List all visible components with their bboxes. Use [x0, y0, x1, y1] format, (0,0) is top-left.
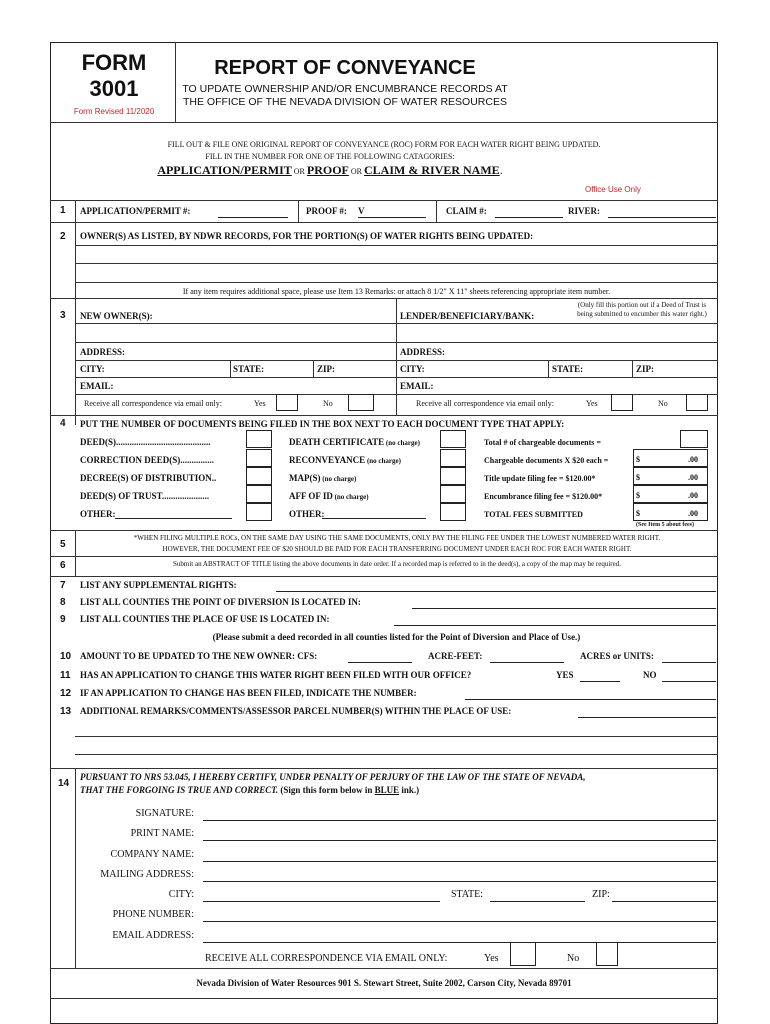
phone-number-field[interactable] [203, 921, 716, 922]
owner-lender-divider [396, 298, 397, 415]
owners-line-1[interactable] [75, 245, 718, 246]
owner-email-yes-box[interactable] [276, 394, 298, 411]
doc-aff-id-label [289, 491, 369, 501]
receive-yes-label: Yes [484, 953, 499, 964]
lender-no-label: No [658, 399, 668, 408]
signature-field[interactable] [203, 820, 716, 821]
item-7-number: 7 [60, 580, 66, 591]
dollar-sign-2: $ [636, 473, 640, 482]
doc-deeds-label: DEED(S).......................................... [80, 437, 211, 447]
rule-item2-top [50, 222, 718, 223]
supplemental-rights-field[interactable] [276, 591, 716, 592]
rule-item3-v4 [632, 360, 633, 377]
remarks-line-2[interactable] [75, 736, 718, 737]
proof-label: PROOF #: [306, 206, 347, 216]
doc-deeds-of-trust-label: DEED(S) OF TRUST..................... [80, 491, 210, 501]
category-or-1: OR [291, 167, 307, 176]
page-title: REPORT OF CONVEYANCE [214, 57, 476, 79]
rule-item5-top [50, 530, 718, 531]
item-6-number: 6 [60, 560, 66, 571]
lender-state-label: STATE: [552, 364, 584, 374]
category-proof: PROOF [306, 163, 349, 177]
footer-address: Nevada Division of Water Resources 901 S. Stewart Street, Suite 2002, Carson City, Nevada 89701 [196, 978, 572, 988]
river-field[interactable] [608, 217, 716, 218]
item-14-number: 14 [58, 778, 70, 789]
remarks-label: ADDITIONAL REMARKS/COMMENTS/ASSESSOR PARCEL NUMBER(S) WITHIN THE PLACE OF USE: [80, 706, 512, 716]
category-claim: CLAIM & RIVER NAME [364, 163, 500, 177]
remarks-field-1[interactable] [578, 717, 716, 718]
additional-space-note: If any item requires additional space, please use Item 13 Remarks: or attach 8 1/2" X 11" sheets referencing appropriate item number. [182, 287, 611, 296]
subtitle-line-2: THE OFFICE OF THE NEVADA DIVISION OF WATER RESOURCES [183, 96, 507, 108]
multiple-roc-note-1: *WHEN FILING MULTIPLE ROCs, ON THE SAME DAY USING THE SAME DOCUMENTS, ONLY PAY THE FILING FEE UNDER THE LOWEST NUMBERED WATER RIGHT. [133, 534, 661, 542]
lender-city-label: CITY: [400, 364, 425, 374]
fee-total-label: TOTAL FEES SUBMITTED [484, 510, 583, 519]
acre-feet-field[interactable] [490, 662, 564, 663]
remarks-line-3[interactable] [75, 754, 718, 755]
owner-email-label: EMAIL: [80, 381, 114, 391]
count-box-death-cert[interactable] [440, 430, 466, 448]
lender-yes-label: Yes [586, 399, 598, 408]
certification-blue: BLUE [374, 785, 400, 795]
zip-label: ZIP: [592, 889, 610, 900]
rule-item3-v2 [313, 360, 314, 377]
city-label: CITY: [168, 889, 194, 900]
doc-aff-id-note: (no charge) [332, 493, 369, 501]
item-1-number: 1 [60, 205, 66, 216]
rule-item1-top [50, 200, 718, 201]
application-permit-label: APPLICATION/PERMIT #: [80, 206, 191, 216]
amount-cfs-label: AMOUNT TO BE UPDATED TO THE NEW OWNER: CFS: [80, 651, 318, 661]
supplemental-rights-label: LIST ANY SUPPLEMENTAL RIGHTS: [80, 580, 237, 590]
rule-item6-top [50, 556, 718, 557]
rule-item1-v2 [436, 200, 437, 222]
header-bottom-rule [50, 122, 718, 123]
fee-chargeable-label: Chargeable documents X $20 each = [484, 456, 609, 465]
owner-yes-label: Yes [254, 399, 266, 408]
pou-counties-field[interactable] [394, 625, 716, 626]
receive-no-label: No [567, 953, 580, 964]
fee-encumbrance-label: Encumbrance filing fee = $120.00* [484, 492, 603, 501]
count-box-reconveyance[interactable] [440, 449, 466, 467]
phone-number-label: PHONE NUMBER: [112, 909, 194, 920]
certification-true-correct: THAT THE FORGOING IS TRUE AND CORRECT. [80, 785, 279, 795]
category-or-2: OR [348, 167, 365, 176]
rule-item6-bottom [50, 576, 718, 577]
fee-total-docs-label: Total # of chargeable documents = [484, 438, 601, 447]
owner-zip-label: ZIP: [317, 364, 335, 374]
new-owner-label: NEW OWNER(S): [80, 311, 153, 321]
owner-state-label: STATE: [233, 364, 265, 374]
item-12-number: 12 [60, 688, 72, 699]
item-2-number: 2 [60, 231, 66, 242]
acres-units-label: ACRES or UNITS: [580, 651, 654, 661]
instructions-line-2: FILL IN THE NUMBER FOR ONE OF THE FOLLOWING CATAGORIES: [205, 152, 455, 161]
doc-death-certificate-label [289, 437, 420, 447]
category-app: APPLICATION/PERMIT [157, 163, 292, 177]
doc-maps-text: MAP(S) [289, 473, 321, 483]
lender-note-1: (Only fill this portion out if a Deed of Trust is [577, 301, 707, 309]
lender-label: LENDER/BENEFICIARY/BANK: [400, 311, 535, 321]
category-list [50, 163, 610, 178]
count-box-deeds[interactable] [246, 430, 272, 448]
count-box-correction[interactable] [246, 449, 272, 467]
cents-3: .00 [688, 491, 698, 500]
doc-maps-label [289, 473, 356, 483]
email-address-field[interactable] [203, 942, 716, 943]
dollar-sign-3: $ [636, 491, 640, 500]
certification-line-1: PURSUANT TO NRS 53.045, I HEREBY CERTIFY, UNDER PENALTY OF PERJURY OF THE LAW OF THE STATE OF NEVADA, [80, 772, 586, 782]
multiple-roc-note-2: HOWEVER, THE DOCUMENT FEE OF $20 SHOULD BE PAID FOR EACH TRANSFERRING DOCUMENT UNDER EACH ROC FOR EACH WATER RIGHT. [162, 545, 632, 553]
item-3-number: 3 [60, 310, 66, 321]
zip-field[interactable] [612, 901, 716, 902]
doc-decrees-label: DECREE(S) OF DISTRIBUTION.. [80, 473, 217, 483]
print-name-field[interactable] [203, 840, 716, 841]
owners-line-2[interactable] [75, 263, 718, 264]
dollar-sign-4: $ [636, 509, 640, 518]
dollar-sign-1: $ [636, 455, 640, 464]
count-box-aff-id[interactable] [440, 485, 466, 503]
doc-death-certificate-note: (no charge) [384, 439, 420, 447]
pod-counties-field[interactable] [412, 608, 716, 609]
change-no-field[interactable] [662, 681, 716, 682]
receive-email-only-label: RECEIVE ALL CORRESPONDENCE VIA EMAIL ONLY: [205, 953, 448, 964]
doc-reconveyance-text: RECONVEYANCE [289, 455, 366, 465]
certification-sign-text: (Sign this form below in [278, 785, 375, 795]
acres-units-field[interactable] [662, 662, 716, 663]
lender-receive-email-label: Receive all correspondence via email only: [416, 399, 554, 408]
owner-receive-email-label: Receive all correspondence via email only: [84, 399, 222, 408]
item-9-number: 9 [60, 614, 66, 625]
rule-footer-bottom [50, 998, 718, 999]
rule-item3-top [50, 298, 718, 299]
cents-2: .00 [688, 473, 698, 482]
company-name-field[interactable] [203, 861, 716, 862]
rule-item3-v1 [230, 360, 231, 377]
change-yes-field[interactable] [580, 681, 620, 682]
item-13-number: 13 [60, 706, 72, 717]
category-period: . [499, 163, 503, 177]
city-field[interactable] [203, 901, 440, 902]
river-label: RIVER: [568, 206, 601, 216]
print-name-label: PRINT NAME: [130, 828, 194, 839]
change-no-label: NO [643, 670, 657, 680]
doc-other-mid-label: OTHER: [289, 509, 325, 519]
proof-field[interactable] [358, 217, 426, 218]
certification-ink: ink.) [399, 785, 420, 795]
item-10-number: 10 [60, 651, 72, 662]
lender-email-no-box[interactable] [686, 394, 708, 411]
item-4-number: 4 [60, 418, 66, 429]
doc-other-label: OTHER: [80, 509, 116, 519]
fee-title-update-label: Title update filing fee = $120.00* [484, 474, 596, 483]
form-number: 3001 [89, 76, 139, 101]
form-revised: Form Revised 11/2020 [73, 107, 155, 116]
rule-item5-v [75, 530, 76, 576]
owners-line-3[interactable] [75, 282, 718, 283]
proof-prefix: V [358, 206, 365, 216]
item-5-number: 5 [60, 539, 66, 550]
rule-footer-top [50, 968, 718, 969]
header-divider [175, 42, 176, 122]
cents-1: .00 [688, 455, 698, 464]
lender-zip-label: ZIP: [636, 364, 654, 374]
owners-label: OWNER(S) AS LISTED, BY NDWR RECORDS, FOR THE PORTION(S) OF WATER RIGHTS BEING UPDATED: [80, 231, 534, 241]
pou-counties-label: LIST ALL COUNTIES THE PLACE OF USE IS LOCATED IN: [80, 614, 330, 624]
cfs-field[interactable] [348, 662, 412, 663]
owner-city-label: CITY: [80, 364, 105, 374]
change-yes-label: YES [556, 670, 574, 680]
count-box-other[interactable] [246, 503, 272, 521]
rule-item3-h4 [75, 377, 718, 378]
claim-field[interactable] [495, 217, 563, 218]
owner-email-no-box[interactable] [348, 394, 374, 411]
item-8-number: 8 [60, 597, 66, 608]
rule-item3-v3 [548, 360, 549, 377]
certification-line-2 [80, 785, 419, 795]
count-box-trust[interactable] [246, 485, 272, 503]
rule-item3-h2 [75, 342, 718, 343]
lender-note-2: being submitted to encumber this water right.) [577, 310, 707, 318]
state-label: STATE: [451, 889, 483, 900]
cents-4: .00 [688, 509, 698, 518]
lender-address-label: ADDRESS: [400, 347, 446, 357]
change-number-label: IF AN APPLICATION TO CHANGE HAS BEEN FILED, INDICATE THE NUMBER: [80, 688, 417, 698]
change-application-question: HAS AN APPLICATION TO CHANGE THIS WATER RIGHT BEEN FILED WITH OUR OFFICE? [80, 670, 472, 680]
rule-item1-v1 [298, 200, 299, 222]
receive-yes-box[interactable] [510, 942, 536, 966]
lender-email-yes-box[interactable] [611, 394, 633, 411]
company-name-label: COMPANY NAME: [110, 849, 194, 860]
see-item5-note: (See Item 5 about fees) [636, 522, 694, 528]
claim-label: CLAIM #: [446, 206, 487, 216]
rule-item4-top [50, 415, 718, 416]
doc-maps-note: (no charge) [320, 475, 357, 483]
doc-reconveyance-label [289, 455, 401, 465]
pod-counties-label: LIST ALL COUNTIES THE POINT OF DIVERSION IS LOCATED IN: [80, 597, 361, 607]
doc-reconveyance-note: (no charge) [365, 457, 401, 465]
doc-correction-deeds-label: CORRECTION DEED(S)............... [80, 455, 215, 465]
mailing-address-label: MAILING ADDRESS: [100, 869, 194, 880]
signature-label: SIGNATURE: [135, 808, 194, 819]
subtitle-line-1: TO UPDATE OWNERSHIP AND/OR ENCUMBRANCE RECORDS AT [182, 83, 508, 95]
state-field[interactable] [490, 901, 585, 902]
doc-aff-id-text: AFF OF ID [289, 491, 333, 501]
abstract-of-title-note: Submit an ABSTRACT OF TITLE listing the above documents in date order. If a recorded map is referred to in the deed(s), a copy of the map may be required. [172, 560, 621, 568]
rule-item3-h1 [75, 323, 718, 324]
application-permit-field[interactable] [218, 217, 288, 218]
office-use-label: Office Use Only [585, 185, 641, 194]
acre-feet-label: ACRE-FEET: [428, 651, 483, 661]
count-box-maps[interactable] [440, 467, 466, 485]
instructions-line-1: FILL OUT & FILE ONE ORIGINAL REPORT OF CONVEYANCE (ROC) FORM FOR EACH WATER RIGHT BEING UPDATED. [167, 140, 601, 149]
email-address-label: EMAIL ADDRESS: [112, 930, 194, 941]
rule-item14-v [75, 768, 76, 968]
doc-death-certificate-text: DEATH CERTIFICATE [289, 437, 385, 447]
form-label: FORM [81, 50, 147, 75]
doc-other-mid-field[interactable] [322, 518, 426, 519]
owner-address-label: ADDRESS: [80, 347, 126, 357]
documents-instruction: PUT THE NUMBER OF DOCUMENTS BEING FILED IN THE BOX NEXT TO EACH DOCUMENT TYPE THAT APPLY: [80, 419, 565, 429]
doc-other-field[interactable] [115, 518, 232, 519]
number-column-divider [75, 200, 76, 425]
count-box-other-mid[interactable] [440, 503, 466, 521]
deed-counties-note: (Please submit a deed recorded in all counties listed for the Point of Diversion and Place of Use.) [212, 632, 581, 642]
total-docs-box[interactable] [680, 430, 708, 448]
item-11-number: 11 [60, 670, 71, 681]
lender-email-label: EMAIL: [400, 381, 434, 391]
owner-no-label: No [323, 399, 333, 408]
count-box-decrees[interactable] [246, 467, 272, 485]
mailing-address-field[interactable] [203, 881, 716, 882]
receive-no-box[interactable] [596, 942, 618, 966]
rule-item14-top [50, 768, 718, 769]
rule-item3-h3 [75, 360, 718, 361]
change-number-field[interactable] [465, 699, 716, 700]
